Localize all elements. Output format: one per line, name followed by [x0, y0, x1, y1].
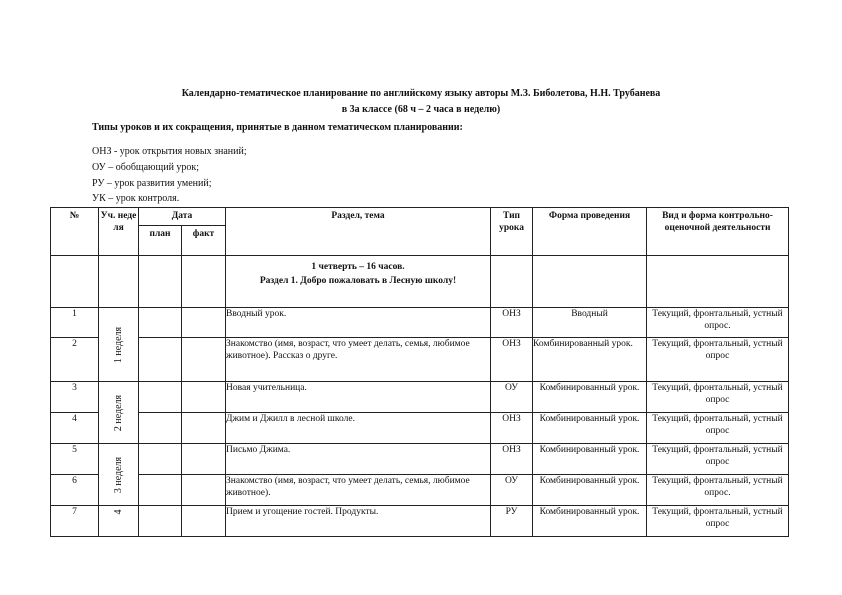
section-cell — [226, 256, 491, 308]
header-fact: факт — [182, 226, 226, 256]
row-type: ОНЗ — [491, 338, 533, 382]
row-form: Комбинированный урок. — [533, 413, 647, 444]
row-type: ОУ — [491, 475, 533, 506]
row-form: Комбинированный урок. — [533, 382, 647, 413]
row-type: ОНЗ — [491, 413, 533, 444]
row-topic: Новая учительница. — [226, 382, 491, 413]
table-row — [51, 444, 789, 475]
row-form: Комбинированный урок. — [533, 338, 647, 382]
row-topic: Знакомство (имя, возраст, что умеет делать, семья, любимое животное). Рассказ о друге. — [226, 338, 491, 382]
week-label: 4 — [112, 509, 124, 515]
row-control: Текущий, фронтальный, устный опрос — [647, 338, 789, 382]
table-header-row — [51, 208, 789, 226]
row-topic: Вводный урок. — [226, 308, 491, 338]
week-label: 2 неделя — [112, 394, 124, 431]
header-topic: Раздел, тема — [226, 208, 491, 256]
lesson-types-caption: Типы уроков и их сокращения, принятые в данном тематическом планировании: — [92, 122, 463, 133]
row-num: 5 — [51, 444, 99, 475]
row-topic: Письмо Джима. — [226, 444, 491, 475]
row-type: ОУ — [491, 382, 533, 413]
header-num: № — [51, 208, 99, 256]
lesson-type-onz: ОНЗ - урок открытия новых знаний; — [92, 146, 247, 157]
table-row — [51, 506, 789, 537]
row-num: 2 — [51, 338, 99, 382]
table-row — [51, 338, 789, 382]
row-topic: Знакомство (имя, возраст, что умеет делать, семья, любимое животное). — [226, 475, 491, 506]
row-num: 1 — [51, 308, 99, 338]
lesson-type-uk: УК – урок контроля. — [92, 193, 180, 204]
section-title: Раздел 1. Добро пожаловать в Лесную школу! — [259, 276, 457, 286]
row-num: 4 — [51, 413, 99, 444]
lesson-type-ru: РУ – урок развития умений; — [92, 178, 212, 189]
row-form: Комбинированный урок. — [533, 444, 647, 475]
table-row — [51, 413, 789, 444]
table-row — [51, 475, 789, 506]
row-num: 6 — [51, 475, 99, 506]
table-row — [51, 308, 789, 338]
document-title-line2: в 3а классе (68 ч – 2 часа в неделю) — [341, 104, 501, 115]
planning-table — [50, 207, 789, 537]
week-cell-2 — [99, 382, 139, 444]
week-cell-4 — [99, 506, 139, 537]
row-form: Комбинированный урок. — [533, 475, 647, 506]
header-type: Тип урока — [491, 208, 533, 256]
row-control: Текущий, фронтальный, устный опрос. — [647, 475, 789, 506]
lesson-type-ou: ОУ – обобщающий урок; — [92, 162, 200, 173]
quarter-title: 1 четверть – 16 часов. — [311, 262, 405, 272]
row-control: Текущий, фронтальный, устный опрос — [647, 506, 789, 537]
table-row — [51, 382, 789, 413]
row-control: Текущий, фронтальный, устный опрос — [647, 413, 789, 444]
row-control: Текущий, фронтальный, устный опрос — [647, 382, 789, 413]
document-title-line1: Календарно-тематическое планирование по английскому языку авторы М.З. Биболетова, Н.Н. Трубанева — [181, 88, 661, 99]
row-type: ОНЗ — [491, 444, 533, 475]
week-cell-3 — [99, 444, 139, 506]
row-topic: Прием и угощение гостей. Продукты. — [226, 506, 491, 537]
row-num: 3 — [51, 382, 99, 413]
header-control: Вид и форма контрольно-оценочной деятельности — [647, 208, 789, 256]
section-row — [51, 256, 789, 308]
header-form: Форма проведения — [533, 208, 647, 256]
week-cell-1 — [99, 308, 139, 382]
row-control: Текущий, фронтальный, устный опрос. — [647, 308, 789, 338]
week-label: 3 неделя — [112, 456, 124, 493]
week-label: 1 неделя — [112, 326, 124, 363]
row-topic: Джим и Джилл в лесной школе. — [226, 413, 491, 444]
row-type: ОНЗ — [491, 308, 533, 338]
row-num: 7 — [51, 506, 99, 537]
header-plan: план — [139, 226, 182, 256]
header-week: Уч. неде ля — [99, 208, 139, 256]
row-form: Комбинированный урок. — [533, 506, 647, 537]
row-control: Текущий, фронтальный, устный опрос — [647, 444, 789, 475]
row-type: РУ — [491, 506, 533, 537]
header-date: Дата — [139, 208, 226, 226]
row-form: Вводный — [533, 308, 647, 338]
